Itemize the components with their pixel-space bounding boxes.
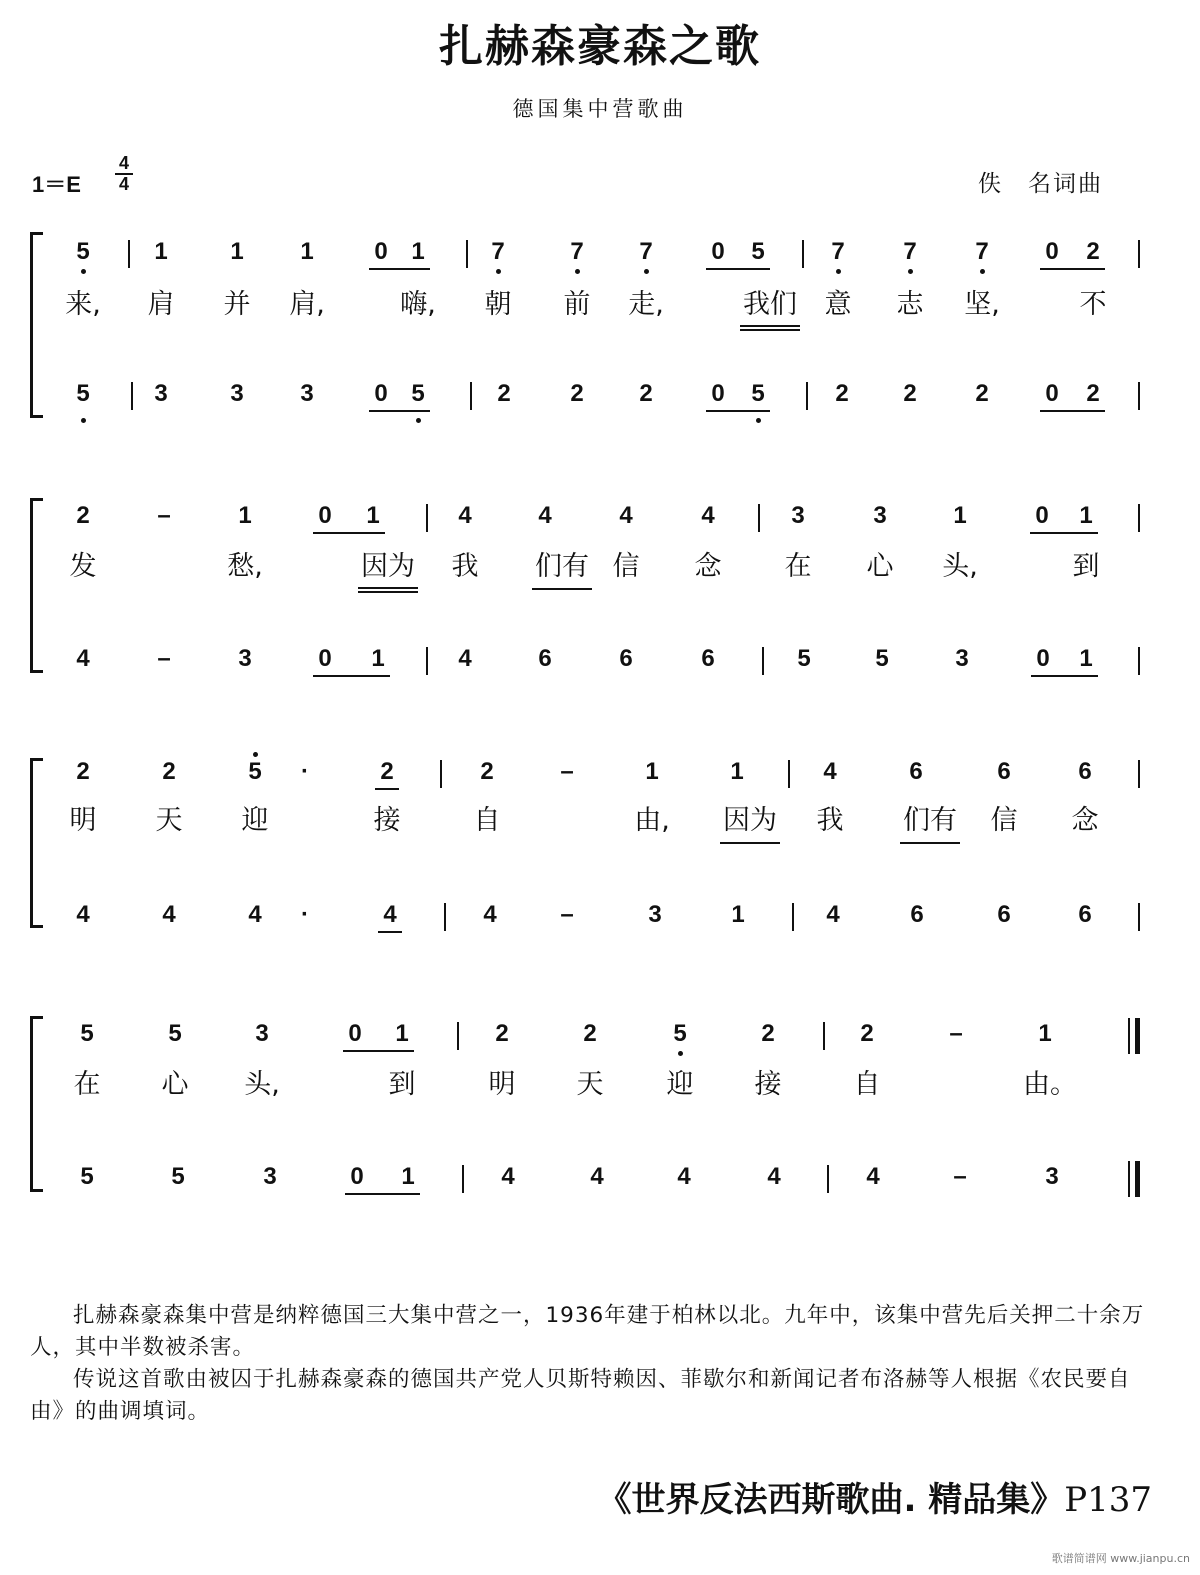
harmony-note: 3 <box>238 645 252 672</box>
melody-note: 2 <box>495 1020 509 1047</box>
harmony-note: 6 <box>619 645 633 672</box>
melody-note: – <box>560 758 574 785</box>
time-signature <box>112 154 136 194</box>
lyric-syllable: 迎 <box>241 805 269 836</box>
note-paragraph-1: 扎赫森豪森集中营是纳粹德国三大集中营之一，1936年建于柏林以北。九年中，该集中营先后关押二十余万人，其中半数被杀害。 <box>30 1303 1145 1360</box>
lyric-syllable: 迎 <box>666 1069 694 1100</box>
lyric-syllable: 接 <box>373 805 401 836</box>
harmony-note: 0 <box>1036 645 1050 672</box>
lyric-melisma-line <box>532 588 592 590</box>
bar-line <box>444 903 446 931</box>
melody-note: 2 <box>76 758 90 785</box>
bar-line <box>457 1022 459 1050</box>
eighth-note-beam <box>313 675 390 677</box>
lyric-syllable: 愁, <box>227 551 263 582</box>
melody-note: 5 <box>751 238 765 265</box>
melody-note: 5 <box>80 1020 94 1047</box>
harmony-note: 3 <box>1045 1163 1059 1190</box>
lyric-syllable: 志 <box>896 289 924 320</box>
lyric-syllable: 朝 <box>484 289 512 320</box>
lyric-syllable: 坚, <box>964 289 1000 320</box>
harmony-note: 4 <box>677 1163 691 1190</box>
lyric-syllable: 在 <box>73 1069 101 1100</box>
low-octave-dot <box>575 269 580 274</box>
melody-note: 1 <box>300 238 314 265</box>
eighth-note-beam <box>1031 675 1098 677</box>
eighth-note-beam <box>313 532 385 534</box>
eighth-note-beam <box>706 268 770 270</box>
harmony-note: 2 <box>639 380 653 407</box>
melody-note: 7 <box>491 238 505 265</box>
lyric-syllable: 到 <box>1072 551 1100 582</box>
time-signature-bottom: 4 <box>118 174 129 194</box>
lyric-melisma-line <box>358 587 418 589</box>
harmony-note: 1 <box>1079 645 1093 672</box>
bar-line <box>440 760 442 788</box>
melody-note: 1 <box>395 1020 409 1047</box>
harmony-note: 4 <box>767 1163 781 1190</box>
harmony-note: 4 <box>248 901 262 928</box>
lyric-syllable: 发 <box>69 551 97 582</box>
melody-note: 4 <box>619 502 633 529</box>
high-octave-dot <box>253 752 258 757</box>
melody-note: 5 <box>673 1020 687 1047</box>
harmony-note: 6 <box>1078 901 1092 928</box>
lyric-syllable: 天 <box>576 1069 604 1100</box>
harmony-note: 5 <box>411 380 425 407</box>
melody-note: 4 <box>538 502 552 529</box>
low-octave-dot <box>836 269 841 274</box>
lyric-melisma-line <box>720 842 780 844</box>
eighth-note-beam <box>343 1050 414 1052</box>
melody-note: 6 <box>1078 758 1092 785</box>
melody-note: 2 <box>162 758 176 785</box>
harmony-note: · <box>301 901 309 928</box>
lyric-syllable: 念 <box>694 551 722 582</box>
lyric-syllable: 天 <box>155 805 183 836</box>
melody-note: – <box>157 502 171 529</box>
low-octave-dot <box>416 418 421 423</box>
bar-line <box>823 1022 825 1050</box>
bar-line <box>1138 240 1140 268</box>
song-subtitle: 德国集中营歌曲 <box>512 97 688 121</box>
harmony-note: 4 <box>826 901 840 928</box>
eighth-note-beam <box>345 1193 420 1195</box>
harmony-note: 6 <box>997 901 1011 928</box>
melody-note: 1 <box>1079 502 1093 529</box>
final-barline-thin <box>1128 1018 1130 1054</box>
melody-note: 4 <box>823 758 837 785</box>
harmony-note: 1 <box>401 1163 415 1190</box>
harmony-note: 2 <box>903 380 917 407</box>
lyric-melisma-line <box>740 329 800 331</box>
melody-note: 4 <box>701 502 715 529</box>
lyric-syllable: 我们 <box>743 289 797 320</box>
lyric-syllable: 不 <box>1079 289 1107 320</box>
harmony-note: 4 <box>76 901 90 928</box>
bar-line <box>758 504 760 532</box>
eighth-note-beam <box>1040 410 1105 412</box>
harmony-note: 1 <box>371 645 385 672</box>
melody-note: 0 <box>1045 238 1059 265</box>
melody-note: · <box>301 758 309 785</box>
melody-note: 2 <box>480 758 494 785</box>
eighth-note-beam <box>369 410 430 412</box>
source-book: 《世界反法西斯歌曲. 精品集》 <box>597 1480 1065 1520</box>
bar-line <box>792 903 794 931</box>
melody-note: 1 <box>645 758 659 785</box>
harmony-note: 0 <box>374 380 388 407</box>
lyric-syllable: 因为 <box>361 551 415 582</box>
bar-line <box>426 504 428 532</box>
low-octave-dot <box>81 269 86 274</box>
bar-line <box>1138 903 1140 931</box>
bar-line <box>806 382 808 410</box>
low-octave-dot <box>908 269 913 274</box>
melody-note: 7 <box>570 238 584 265</box>
bar-line <box>1138 504 1140 532</box>
lyric-melisma-line <box>358 591 418 593</box>
harmony-note: – <box>560 901 574 928</box>
melody-note: 1 <box>238 502 252 529</box>
lyric-syllable: 念 <box>1071 805 1099 836</box>
harmony-note: 0 <box>318 645 332 672</box>
melody-note: 6 <box>909 758 923 785</box>
bar-line <box>470 382 472 410</box>
song-title: 扎赫森豪森之歌 <box>439 21 761 72</box>
melody-note: 2 <box>583 1020 597 1047</box>
song-notes <box>30 1300 1160 1428</box>
lyric-syllable: 们有 <box>535 551 589 582</box>
harmony-note: 6 <box>701 645 715 672</box>
melody-note: 5 <box>168 1020 182 1047</box>
melody-note: 0 <box>711 238 725 265</box>
final-barline-thick <box>1135 1161 1140 1197</box>
bar-line <box>1138 760 1140 788</box>
harmony-note: 2 <box>835 380 849 407</box>
harmony-note: 6 <box>910 901 924 928</box>
low-octave-dot <box>678 1051 683 1056</box>
system-bracket <box>30 1016 43 1192</box>
harmony-note: 4 <box>383 901 397 928</box>
melody-note: 0 <box>374 238 388 265</box>
melody-note: 0 <box>1035 502 1049 529</box>
melody-note: 1 <box>730 758 744 785</box>
melody-note: 6 <box>997 758 1011 785</box>
harmony-note: 5 <box>751 380 765 407</box>
lyric-syllable: 们有 <box>903 805 957 836</box>
harmony-note: 3 <box>263 1163 277 1190</box>
melody-note: – <box>949 1020 963 1047</box>
lyric-syllable: 明 <box>69 805 97 836</box>
melody-note: 3 <box>255 1020 269 1047</box>
lyric-syllable: 接 <box>754 1069 782 1100</box>
melody-note: 3 <box>873 502 887 529</box>
note-paragraph-2: 传说这首歌由被囚于扎赫森豪森的德国共产党人贝斯特赖因、菲歇尔和新闻记者布洛赫等人根据《农民要自由》的曲调填词。 <box>30 1367 1131 1424</box>
watermark: 歌谱简谱网 www.jianpu.cn <box>1051 1552 1190 1565</box>
melody-note: 7 <box>831 238 845 265</box>
melody-note: 2 <box>76 502 90 529</box>
harmony-note: 4 <box>590 1163 604 1190</box>
system-bracket <box>30 758 43 928</box>
harmony-note: – <box>157 645 171 672</box>
melody-note: 1 <box>230 238 244 265</box>
harmony-note: 4 <box>866 1163 880 1190</box>
lyric-syllable: 意 <box>824 289 852 320</box>
harmony-note: 4 <box>501 1163 515 1190</box>
lyric-syllable: 信 <box>990 805 1018 836</box>
melody-note: 1 <box>1038 1020 1052 1047</box>
lyric-syllable: 由, <box>634 805 670 836</box>
harmony-note: 3 <box>230 380 244 407</box>
eighth-note-beam <box>1030 532 1098 534</box>
lyric-syllable: 心 <box>866 551 894 582</box>
source-page: P137 <box>1064 1480 1152 1520</box>
eighth-note-beam <box>375 788 399 790</box>
melody-note: 2 <box>761 1020 775 1047</box>
melody-note: 7 <box>903 238 917 265</box>
bar-line <box>827 1165 829 1193</box>
harmony-note: 5 <box>875 645 889 672</box>
low-octave-dot <box>756 418 761 423</box>
harmony-note: 2 <box>975 380 989 407</box>
low-octave-dot <box>81 418 86 423</box>
harmony-note: 5 <box>76 380 90 407</box>
lyric-syllable: 心 <box>161 1069 189 1100</box>
melody-note: 1 <box>953 502 967 529</box>
lyric-syllable: 信 <box>612 551 640 582</box>
harmony-note: 4 <box>458 645 472 672</box>
harmony-note: 5 <box>797 645 811 672</box>
harmony-note: 3 <box>648 901 662 928</box>
bar-line <box>802 240 804 268</box>
bar-line <box>466 240 468 268</box>
lyric-syllable: 我 <box>451 551 479 582</box>
lyric-syllable: 明 <box>488 1069 516 1100</box>
eighth-note-beam <box>369 268 430 270</box>
bar-line <box>128 240 130 268</box>
melody-note: 7 <box>639 238 653 265</box>
bar-line <box>426 647 428 675</box>
harmony-note: 1 <box>731 901 745 928</box>
lyric-syllable: 由。 <box>1023 1069 1077 1100</box>
lyric-syllable: 嗨, <box>400 289 436 320</box>
melody-note: 2 <box>380 758 394 785</box>
lyric-syllable: 走, <box>628 289 664 320</box>
eighth-note-beam <box>378 931 402 933</box>
harmony-note: – <box>953 1163 967 1190</box>
lyric-syllable: 在 <box>784 551 812 582</box>
melody-note: 7 <box>975 238 989 265</box>
harmony-note: 0 <box>711 380 725 407</box>
harmony-note: 0 <box>350 1163 364 1190</box>
bar-line <box>1138 647 1140 675</box>
bar-line <box>788 760 790 788</box>
lyric-syllable: 来, <box>65 289 101 320</box>
lyric-syllable: 前 <box>563 289 591 320</box>
lyric-syllable: 肩, <box>289 289 325 320</box>
time-signature-top: 4 <box>118 153 129 173</box>
harmony-note: 3 <box>955 645 969 672</box>
harmony-note: 2 <box>1086 380 1100 407</box>
lyric-melisma-line <box>900 842 960 844</box>
harmony-note: 2 <box>570 380 584 407</box>
final-barline-thin <box>1128 1161 1130 1197</box>
lyric-syllable: 我 <box>816 805 844 836</box>
harmony-note: 4 <box>76 645 90 672</box>
lyric-syllable: 自 <box>853 1069 881 1100</box>
lyric-syllable: 头, <box>942 551 978 582</box>
harmony-note: 3 <box>300 380 314 407</box>
lyric-syllable: 肩 <box>147 289 175 320</box>
system-bracket <box>30 232 43 418</box>
bar-line <box>131 382 133 410</box>
melody-note: 0 <box>348 1020 362 1047</box>
eighth-note-beam <box>706 410 770 412</box>
system-bracket <box>30 498 43 673</box>
melody-note: 2 <box>1086 238 1100 265</box>
harmony-note: 5 <box>80 1163 94 1190</box>
lyric-syllable: 头, <box>244 1069 280 1100</box>
key-signature: 1＝E <box>32 172 81 197</box>
harmony-note: 4 <box>162 901 176 928</box>
bar-line <box>1138 382 1140 410</box>
melody-note: 3 <box>791 502 805 529</box>
harmony-note: 0 <box>1045 380 1059 407</box>
harmony-note: 5 <box>171 1163 185 1190</box>
melody-note: 1 <box>154 238 168 265</box>
harmony-note: 4 <box>483 901 497 928</box>
lyric-syllable: 到 <box>388 1069 416 1100</box>
low-octave-dot <box>644 269 649 274</box>
melody-note: 5 <box>76 238 90 265</box>
melody-note: 5 <box>248 758 262 785</box>
melody-note: 0 <box>318 502 332 529</box>
harmony-note: 2 <box>497 380 511 407</box>
lyric-melisma-line <box>740 325 800 327</box>
bar-line <box>462 1165 464 1193</box>
bar-line <box>762 647 764 675</box>
melody-note: 4 <box>458 502 472 529</box>
lyric-syllable: 因为 <box>723 805 777 836</box>
final-barline-thick <box>1135 1018 1140 1054</box>
lyric-syllable: 并 <box>223 289 251 320</box>
eighth-note-beam <box>1040 268 1105 270</box>
harmony-note: 6 <box>538 645 552 672</box>
composer-credit: 佚 名词曲 <box>978 171 1103 197</box>
melody-note: 1 <box>411 238 425 265</box>
melody-note: 2 <box>860 1020 874 1047</box>
harmony-note: 3 <box>154 380 168 407</box>
lyric-syllable: 自 <box>473 805 501 836</box>
source-citation <box>597 1472 1152 1521</box>
melody-note: 1 <box>366 502 380 529</box>
low-octave-dot <box>980 269 985 274</box>
low-octave-dot <box>496 269 501 274</box>
